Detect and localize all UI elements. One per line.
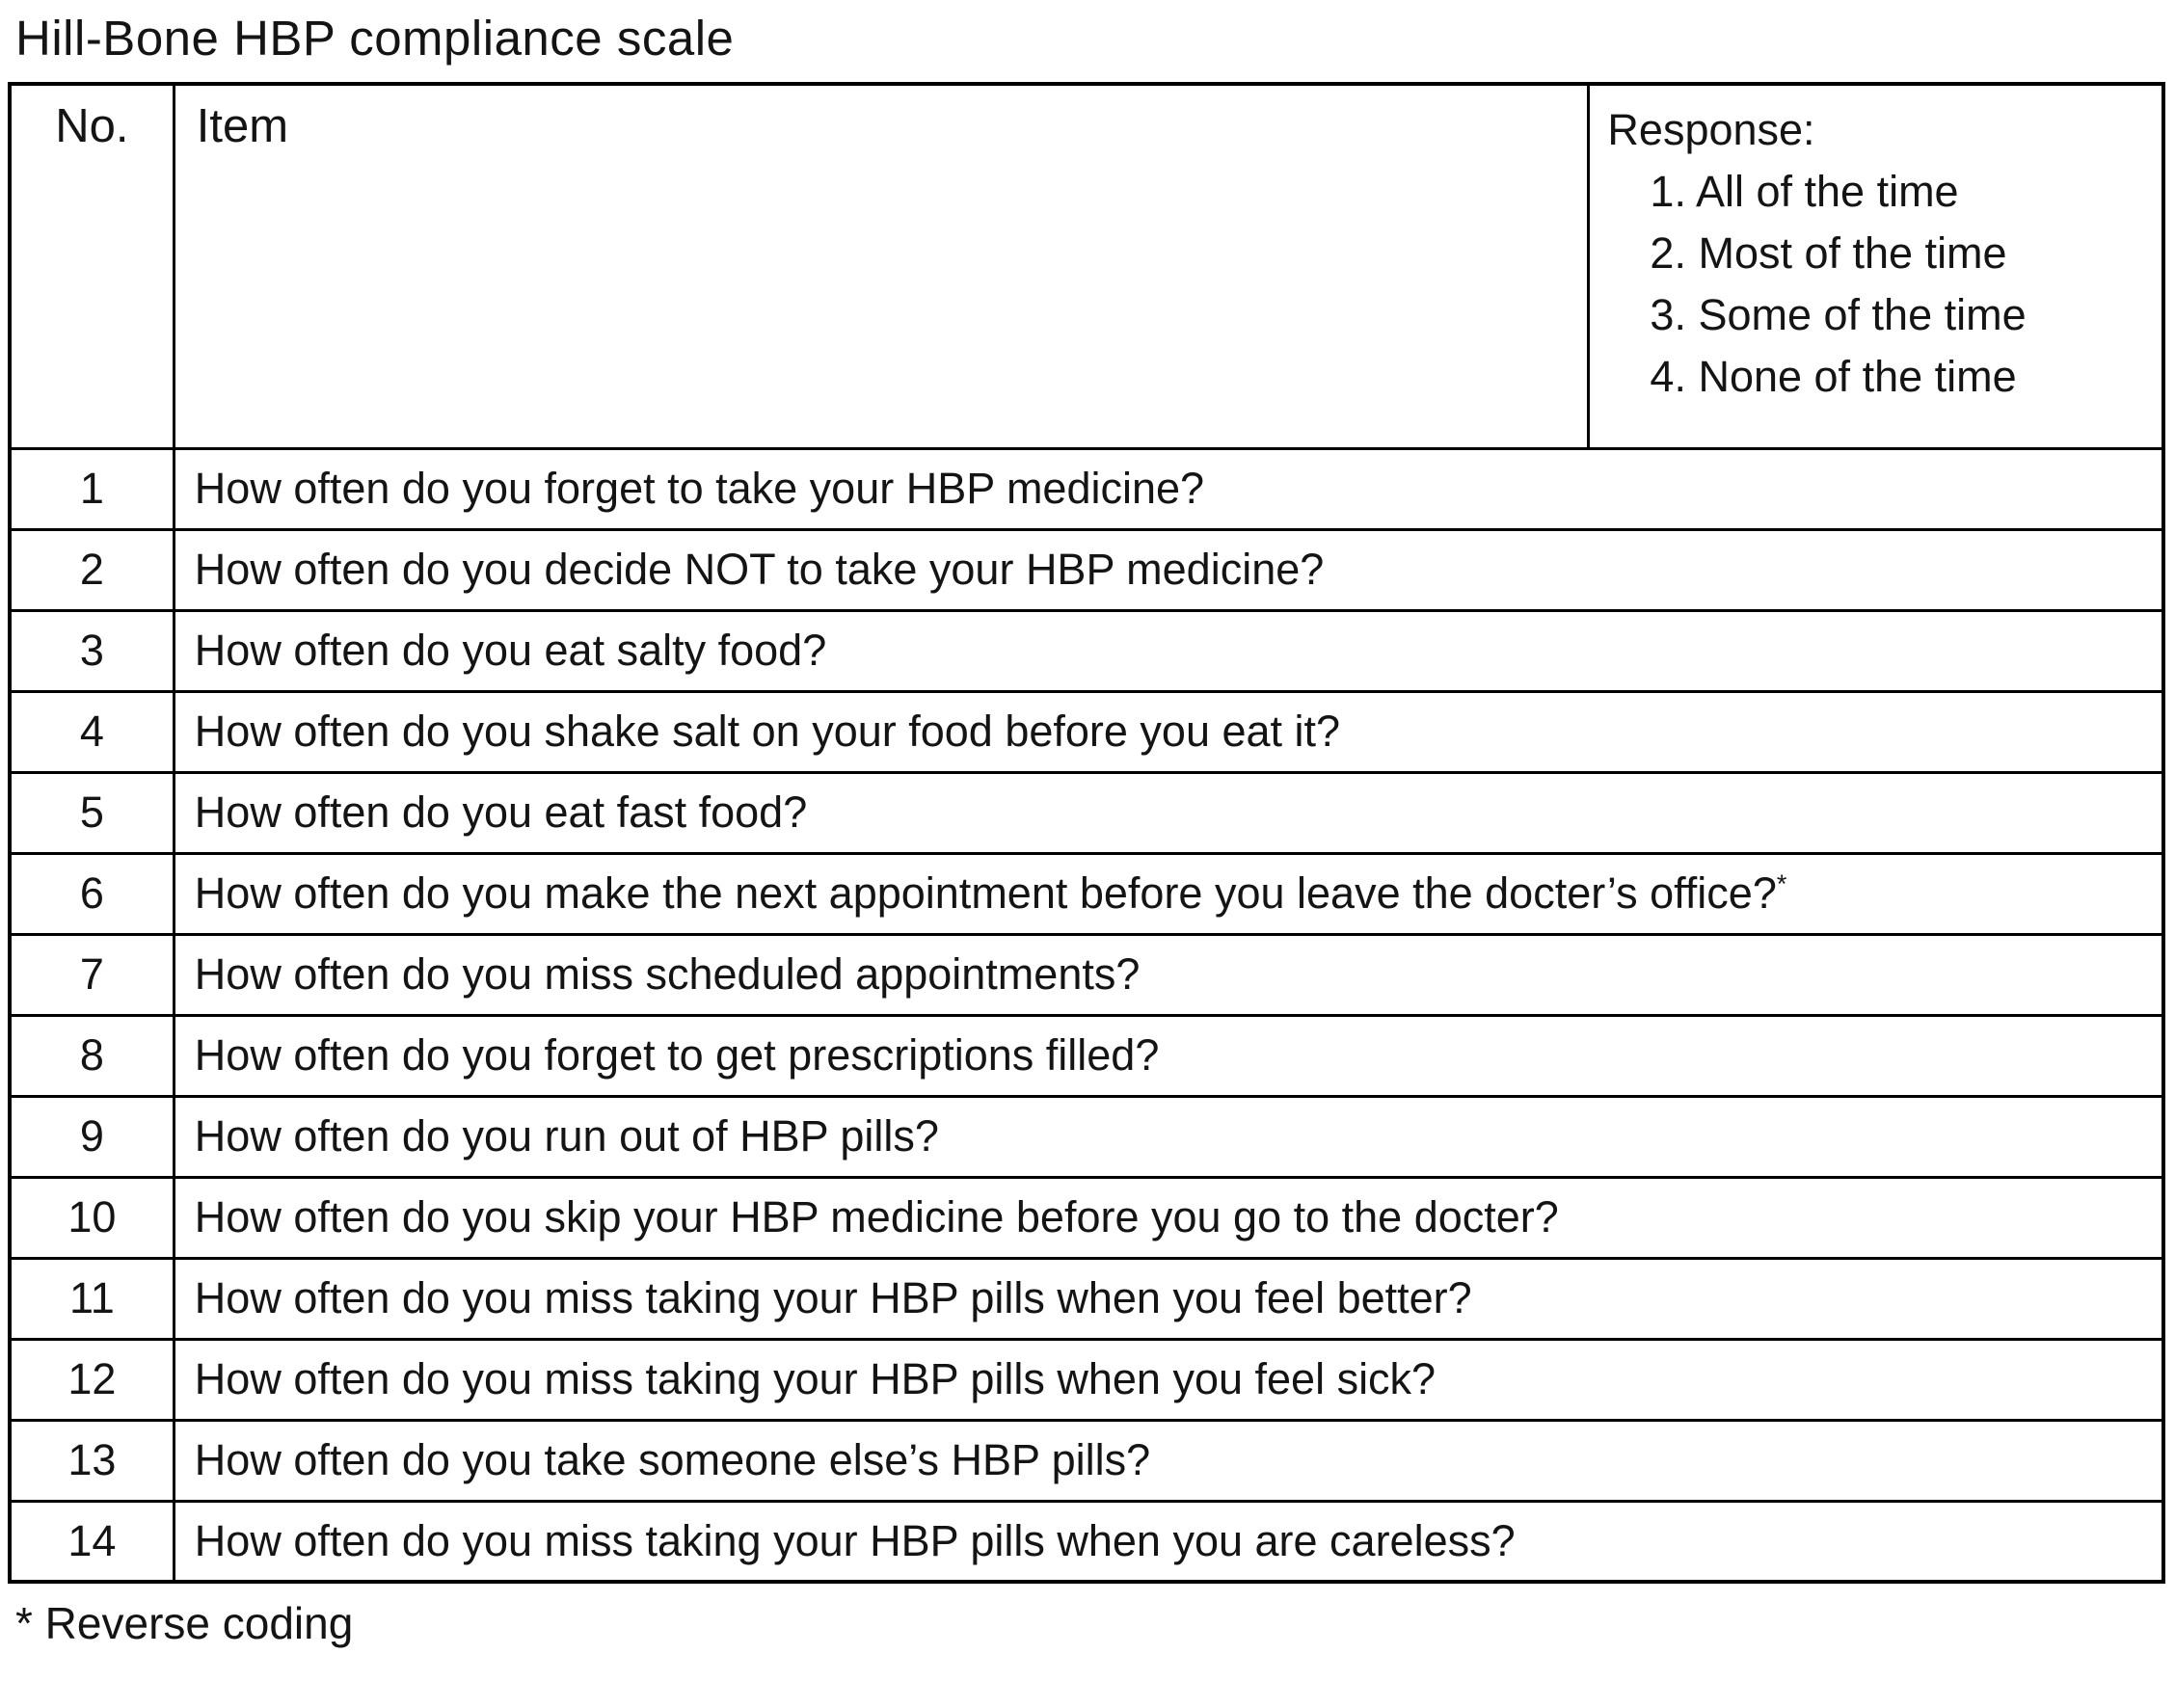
row-item-text: How often do you skip your HBP medicine before you go to the docter?	[174, 1177, 2163, 1258]
row-number: 13	[10, 1420, 174, 1501]
compliance-table	[8, 82, 2165, 1584]
response-label: Response:	[1607, 105, 1815, 154]
row-item-text: How often do you run out of HBP pills?	[174, 1096, 2163, 1177]
row-item-text: How often do you eat fast food?	[174, 772, 2163, 853]
row-number: 12	[10, 1339, 174, 1420]
response-options	[1607, 161, 2152, 408]
table-row	[10, 448, 2163, 529]
row-item-text: How often do you take someone else’s HBP pills?	[174, 1420, 2163, 1501]
reverse-coding-asterisk: *	[1776, 869, 1787, 898]
row-item-text: How often do you miss taking your HBP pills when you feel sick?	[174, 1339, 2163, 1420]
row-number: 8	[10, 1015, 174, 1096]
row-number: 2	[10, 529, 174, 610]
row-number: 4	[10, 691, 174, 772]
row-item-text: How often do you forget to get prescriptions filled?	[174, 1015, 2163, 1096]
row-number: 5	[10, 772, 174, 853]
row-number: 1	[10, 448, 174, 529]
table-row	[10, 1096, 2163, 1177]
table-row	[10, 934, 2163, 1015]
table-row	[10, 1258, 2163, 1339]
response-option: 1. All of the time	[1650, 166, 1959, 216]
row-number: 9	[10, 1096, 174, 1177]
row-item-text: How often do you eat salty food?	[174, 610, 2163, 691]
row-item-text: How often do you make the next appointment before you leave the docter’s office?*	[174, 853, 2163, 934]
column-header-response	[1589, 84, 2163, 448]
table-row	[10, 691, 2163, 772]
row-number: 11	[10, 1258, 174, 1339]
table-row	[10, 610, 2163, 691]
row-number: 14	[10, 1501, 174, 1582]
row-number: 7	[10, 934, 174, 1015]
table-row	[10, 853, 2163, 934]
response-option: 4. None of the time	[1650, 351, 2017, 401]
table-row	[10, 1177, 2163, 1258]
row-item-text: How often do you miss taking your HBP pills when you feel better?	[174, 1258, 2163, 1339]
page-title: Hill-Bone HBP compliance scale	[15, 11, 735, 66]
table-row	[10, 529, 2163, 610]
table-row	[10, 1015, 2163, 1096]
table-row	[10, 772, 2163, 853]
row-item-text: How often do you forget to take your HBP medicine?	[174, 448, 2163, 529]
row-item-text: How often do you decide NOT to take your HBP medicine?	[174, 529, 2163, 610]
column-header-no: No.	[10, 84, 174, 448]
table-row	[10, 1501, 2163, 1582]
response-option: 3. Some of the time	[1650, 289, 2027, 339]
row-item-text: How often do you shake salt on your food before you eat it?	[174, 691, 2163, 772]
table-row	[10, 1420, 2163, 1501]
column-header-item: Item	[174, 84, 1589, 448]
table-body	[10, 448, 2163, 1582]
row-number: 10	[10, 1177, 174, 1258]
row-number: 3	[10, 610, 174, 691]
response-option: 2. Most of the time	[1650, 227, 2007, 278]
row-item-text: How often do you miss taking your HBP pills when you are careless?	[174, 1501, 2163, 1582]
reverse-coding-footnote: * Reverse coding	[15, 1598, 354, 1648]
row-item-text: How often do you miss scheduled appointments?	[174, 934, 2163, 1015]
table-row	[10, 1339, 2163, 1420]
row-number: 6	[10, 853, 174, 934]
table-header-row	[10, 84, 2163, 448]
